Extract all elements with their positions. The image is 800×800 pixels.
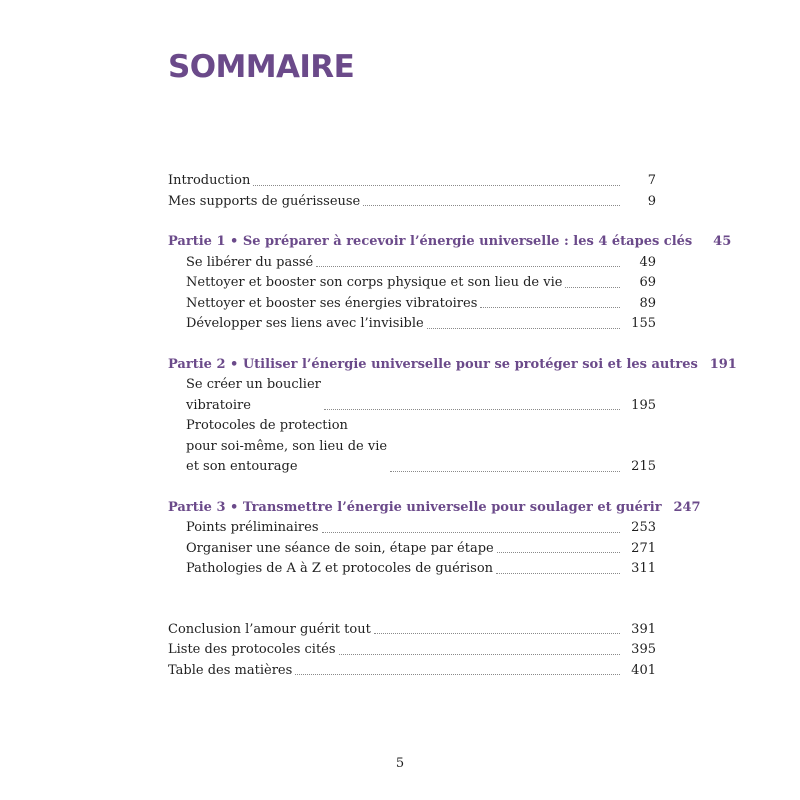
dot-leader [295,674,620,675]
dot-leader [497,552,620,553]
toc-entry-page: 155 [631,316,656,331]
toc-entry [168,273,656,294]
toc-entry [168,416,656,478]
toc-part-2 [168,355,737,376]
toc-part-label: Partie 2 • Utiliser l’énergie universelle pour se protéger soi et les autres [168,356,698,372]
toc-entry-page: 395 [631,642,656,657]
toc-entry [168,539,656,560]
toc-entry-label: Table des matières [168,662,293,678]
toc-part-3 [168,498,701,519]
dot-leader [322,532,621,533]
toc-entry-label: Conclusion l’amour guérit tout [168,621,371,637]
toc-part-page: 45 [713,234,732,249]
toc-entry-label: Pathologies de A à Z et protocoles de guérison [186,561,494,576]
toc-entry-line: pour soi-même, son lieu de vie [186,438,388,454]
toc-entry-page: 69 [639,275,656,290]
toc-entry-label: Se libérer du passé [186,254,314,270]
toc-entry-label: Développer ses liens avec l’invisible [186,316,424,331]
toc-entry-page: 9 [647,193,656,209]
toc-entry-page: 7 [647,173,656,188]
toc-entry-line: et son entourage [186,459,298,474]
dot-leader [480,307,620,308]
toc-part-page: 247 [673,499,701,515]
toc-entry [168,375,656,416]
toc-entry-line: vibratoire [186,397,251,413]
spacer [168,335,656,355]
dot-leader [565,287,620,288]
toc-entry-introduction [168,171,656,192]
toc-entry-page: 49 [639,254,656,270]
toc-entry [168,294,656,315]
dot-leader [316,266,620,267]
toc-entry-protocoles [168,640,656,661]
toc-entry-page: 195 [631,397,656,413]
toc-part-1 [168,232,732,253]
table-of-contents [168,171,737,681]
dot-leader [253,185,620,186]
toc-part-page: 191 [709,356,737,372]
toc-entry-label: Nettoyer et booster son corps physique et son lieu de vie [186,275,563,290]
toc-entry-page: 271 [631,540,656,556]
toc-entry-label: Points préliminaires [186,520,319,535]
toc-entry [168,253,656,274]
spacer [168,212,656,232]
toc-part-label: Partie 1 • Se préparer à recevoir l’énergie universelle : les 4 étapes clés [168,234,693,249]
toc-part-label: Partie 3 • Transmettre l’énergie universelle pour soulager et guérir [168,499,662,515]
toc-entry-line: Protocoles de protection [186,418,348,433]
toc-entry-supports [168,192,656,213]
dot-leader [390,471,620,472]
toc-entry-conclusion [168,620,656,641]
toc-entry [168,518,656,539]
dot-leader [363,205,620,206]
toc-entry-page: 311 [631,561,656,576]
toc-entry-label [186,416,387,478]
toc-entry [168,314,656,335]
page-number: 5 [395,756,405,771]
page-title: SOMMAIRE [168,49,355,85]
toc-entry-label: Mes supports de guérisseuse [168,193,361,209]
dot-leader [427,328,620,329]
toc-entry-label: Nettoyer et booster ses énergies vibratoires [186,295,478,311]
toc-entry-page: 401 [631,662,656,678]
spacer [168,580,656,620]
toc-entry-page: 215 [631,459,656,474]
toc-entry-table [168,661,656,682]
dot-leader [339,654,620,655]
toc-entry-page: 253 [631,520,656,535]
toc-entry-page: 89 [639,295,656,311]
toc-entry [168,559,656,580]
toc-entry-page: 391 [631,621,656,637]
toc-entry-label: Liste des protocoles cités [168,642,336,657]
toc-entry-line: Se créer un bouclier [186,377,321,392]
dot-leader [324,409,620,410]
toc-entry-label: Introduction [168,173,251,188]
dot-leader [374,633,620,634]
dot-leader [496,573,620,574]
spacer [168,478,656,498]
toc-entry-label [186,375,321,416]
toc-entry-label: Organiser une séance de soin, étape par étape [186,540,494,556]
